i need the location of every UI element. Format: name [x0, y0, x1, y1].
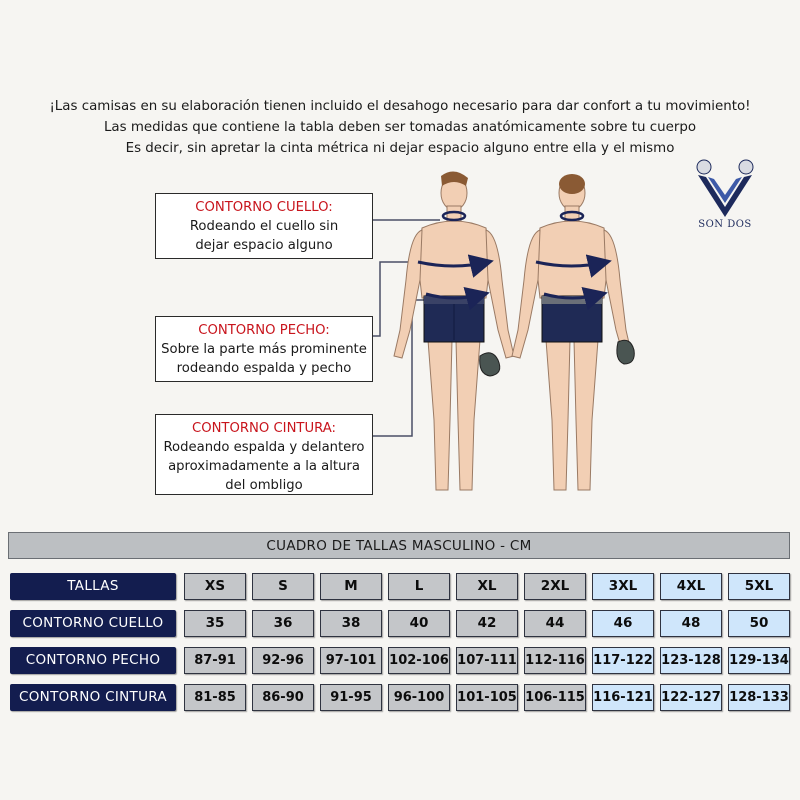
- neck-callout-line: dejar espacio alguno: [195, 238, 333, 253]
- table-cell: S: [252, 573, 314, 600]
- size-table-title: CUADRO DE TALLAS MASCULINO - CM: [8, 532, 790, 559]
- chest-callout-line: rodeando espalda y pecho: [176, 361, 352, 376]
- waist-callout-title: CONTORNO CINTURA:: [191, 421, 337, 436]
- table-cell: 81-85: [184, 684, 246, 711]
- table-cell: 116-121: [592, 684, 654, 711]
- table-cell: 97-101: [320, 647, 382, 674]
- intro-line-2: Las medidas que contiene la tabla deben ser tomadas anatómicamente sobre tu cuerpo: [103, 120, 697, 135]
- table-cell: 38: [320, 610, 382, 637]
- table-cell: 42: [456, 610, 518, 637]
- front-figure: [394, 171, 514, 490]
- table-cell: 4XL: [660, 573, 722, 600]
- table-cell: 102-106: [388, 647, 450, 674]
- waist-callout-line: Rodeando espalda y delantero: [163, 440, 365, 455]
- table-cell: 5XL: [728, 573, 790, 600]
- table-cell: 86-90: [252, 684, 314, 711]
- table-cell: 46: [592, 610, 654, 637]
- table-cell: 96-100: [388, 684, 450, 711]
- intro-line-1: ¡Las camisas en su elaboración tienen incluido el desahogo necesario para dar confort a tu movimiento!: [49, 99, 751, 114]
- table-cell: 101-105: [456, 684, 518, 711]
- table-cell: 50: [728, 610, 790, 637]
- logo-text: SON DOS: [698, 219, 752, 230]
- waist-callout: [155, 414, 373, 495]
- table-cell: L: [388, 573, 450, 600]
- chest-callout-line: Sobre la parte más prominente: [161, 342, 367, 357]
- table-cell: XS: [184, 573, 246, 600]
- table-cell: 48: [660, 610, 722, 637]
- table-cell: 87-91: [184, 647, 246, 674]
- table-cell: 129-134: [728, 647, 790, 674]
- row-label: CONTORNO CINTURA: [10, 684, 176, 711]
- waist-callout-line: aproximadamente a la altura: [168, 459, 360, 474]
- table-cell: XL: [456, 573, 518, 600]
- back-figure: [512, 174, 634, 490]
- table-cell: 44: [524, 610, 586, 637]
- table-cell: 92-96: [252, 647, 314, 674]
- neck-callout-title: CONTORNO CUELLO:: [195, 200, 333, 215]
- neck-callout-line: Rodeando el cuello sin: [189, 219, 339, 234]
- table-cell: 35: [184, 610, 246, 637]
- row-label: CONTORNO PECHO: [10, 647, 176, 674]
- neck-callout: [155, 193, 373, 259]
- table-cell: 36: [252, 610, 314, 637]
- table-cell: 122-127: [660, 684, 722, 711]
- chest-callout-title: CONTORNO PECHO:: [198, 323, 330, 338]
- table-cell: 91-95: [320, 684, 382, 711]
- row-label: TALLAS: [10, 573, 176, 600]
- table-cell: 112-116: [524, 647, 586, 674]
- intro-line-3: Es decir, sin apretar la cinta métrica ni dejar espacio alguno entre ella y el mismo: [125, 141, 675, 156]
- chest-callout: [155, 316, 373, 382]
- table-cell: 128-133: [728, 684, 790, 711]
- table-cell: 3XL: [592, 573, 654, 600]
- table-cell: 106-115: [524, 684, 586, 711]
- table-cell: 40: [388, 610, 450, 637]
- waist-callout-line: del ombligo: [225, 478, 303, 493]
- table-cell: M: [320, 573, 382, 600]
- table-cell: 117-122: [592, 647, 654, 674]
- body-figures-illustration: [380, 170, 650, 515]
- table-cell: 2XL: [524, 573, 586, 600]
- row-label: CONTORNO CUELLO: [10, 610, 176, 637]
- table-cell: 107-111: [456, 647, 518, 674]
- table-cell: 123-128: [660, 647, 722, 674]
